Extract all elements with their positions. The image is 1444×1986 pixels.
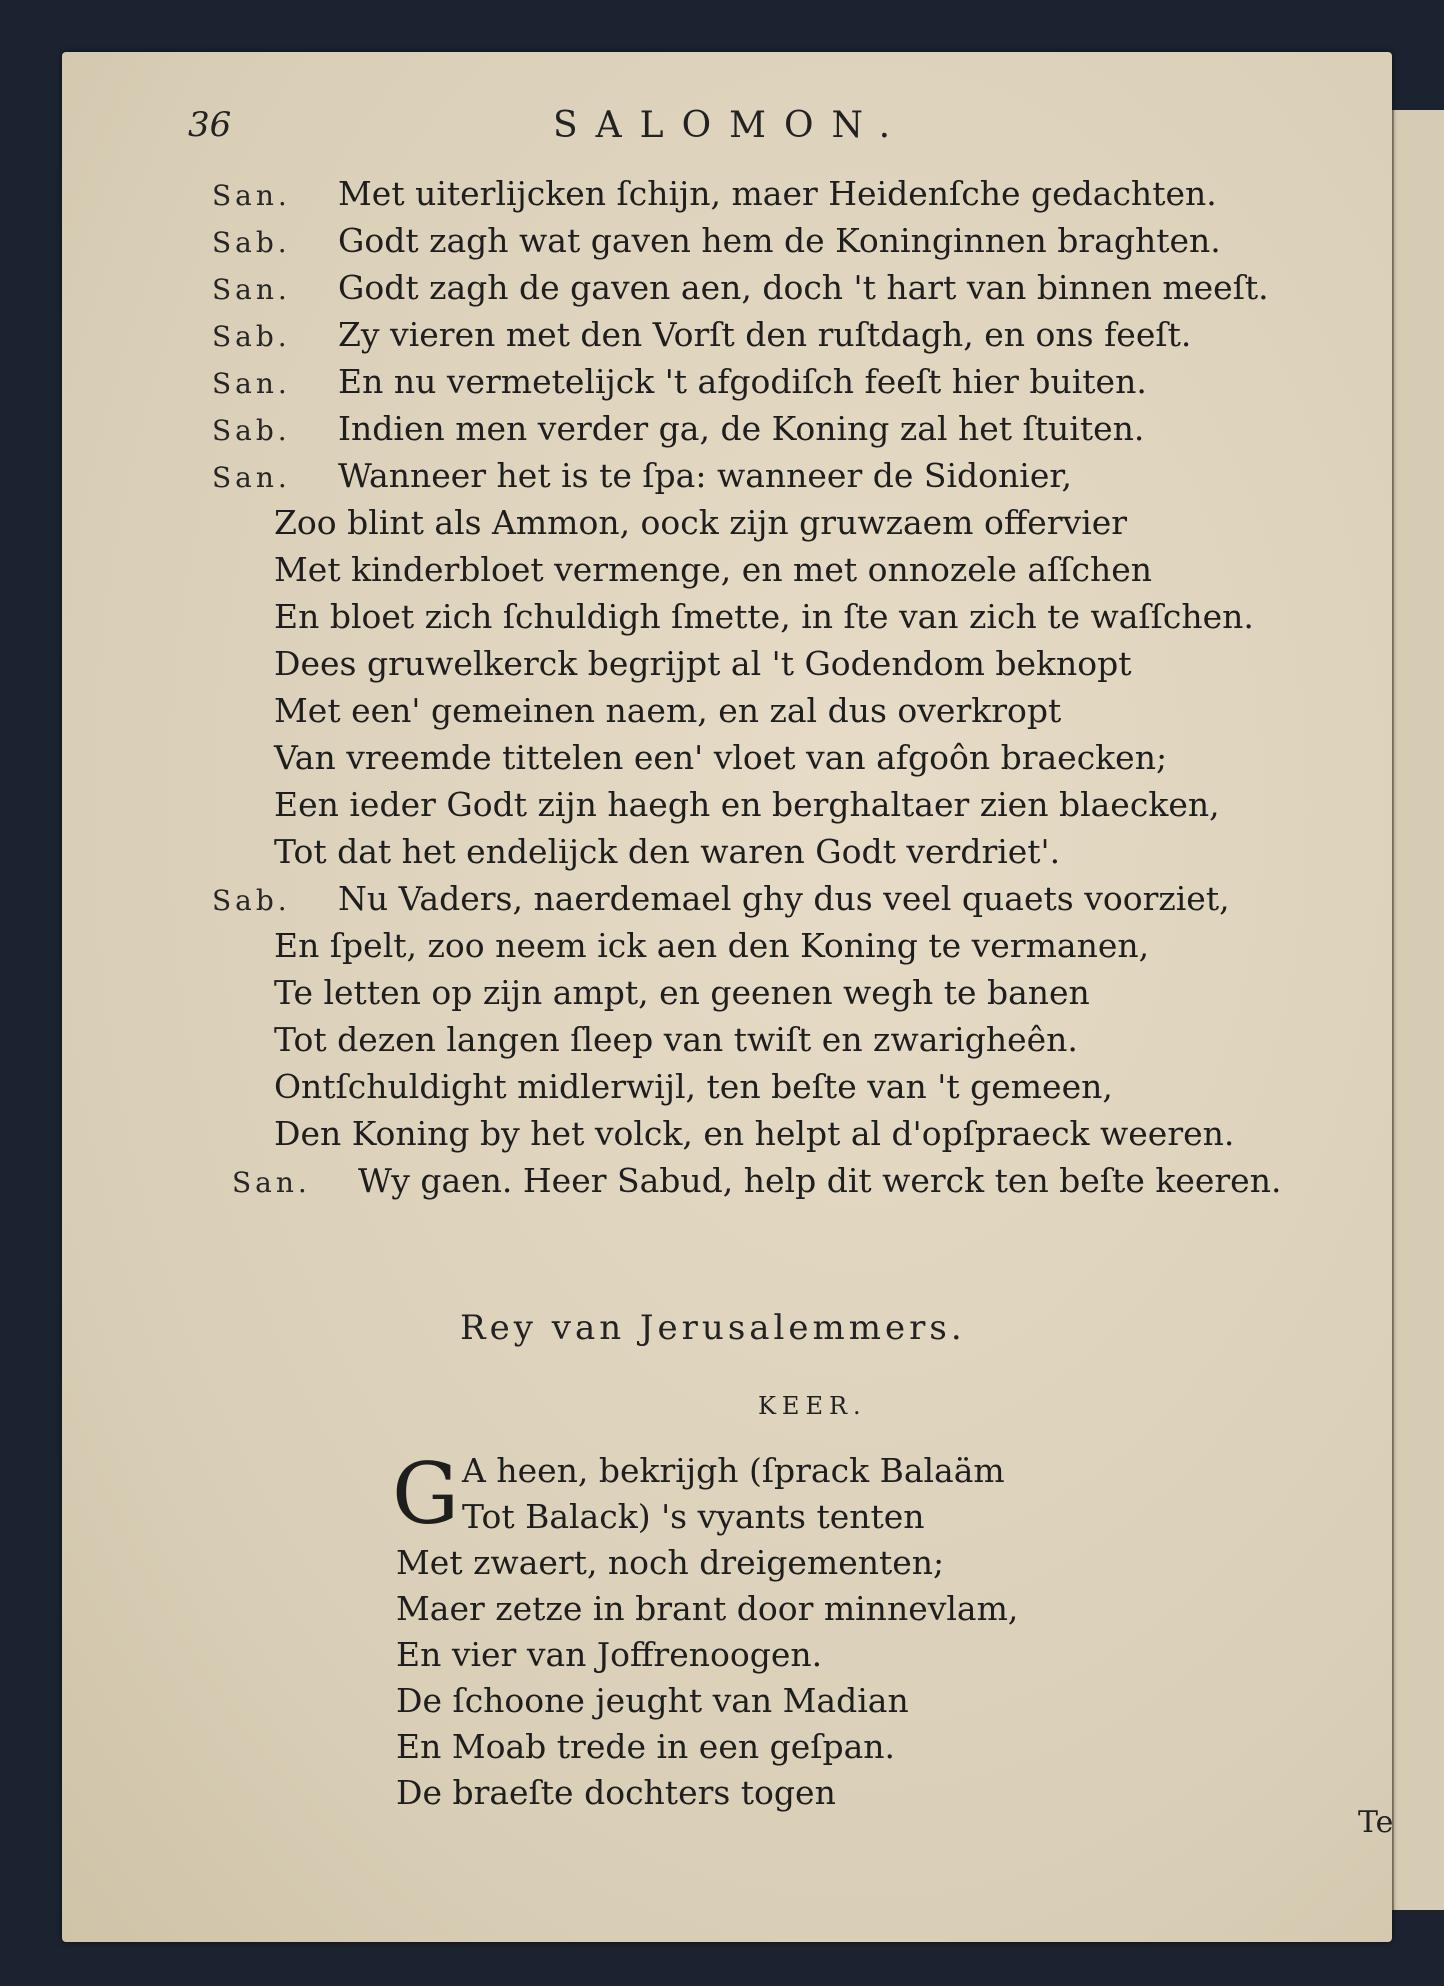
verse-text: Dees gruwelkerck begrijpt al 't Godendom beknopt: [274, 644, 1132, 683]
dialogue-line: [212, 875, 1332, 922]
dialogue-line: [212, 546, 1332, 593]
dialogue-line: [212, 1110, 1332, 1157]
dialogue-line: [212, 499, 1332, 546]
verse-text: Met kinderbloet vermenge, en met onnozele aſſchen: [274, 550, 1152, 589]
speaker-label: Sab.: [212, 884, 291, 917]
dialogue-line: [212, 734, 1332, 781]
speaker-label: San.: [212, 367, 291, 400]
speaker-label: Sab.: [212, 226, 291, 259]
song-line: A heen, bekrijgh (ſprack Balaäm: [462, 1451, 1005, 1490]
dialogue-line: [212, 593, 1332, 640]
song-line: De ſchoone jeught van Madian: [396, 1681, 909, 1720]
speaker-label: Sab.: [212, 320, 291, 353]
song-line: Met zwaert, noch dreigementen;: [396, 1543, 945, 1582]
dialogue-block: [212, 170, 1332, 1204]
speaker-label: San.: [212, 273, 291, 306]
speaker-label: San.: [212, 179, 291, 212]
verse-text: Indien men verder ga, de Koning zal het ſtuiten.: [338, 409, 1145, 448]
dialogue-line: [212, 405, 1332, 452]
song-line: En Moab trede in een geſpan.: [396, 1727, 895, 1766]
dialogue-line: [212, 311, 1332, 358]
speaker-label: San.: [212, 461, 291, 494]
song-stanza: [392, 1445, 1296, 1816]
page-number: 36: [188, 105, 232, 145]
dialogue-line: [212, 922, 1332, 969]
verse-text: Den Koning by het volck, en helpt al d'opſpraeck weeren.: [274, 1114, 1235, 1153]
verse-text: Met uiterlijcken ſchijn, maer Heidenſche gedachten.: [338, 174, 1217, 213]
dialogue-line: [212, 781, 1332, 828]
verse-text: En nu vermetelijck 't afgodiſch feeſt hier buiten.: [338, 362, 1147, 401]
facing-page-edge: [1392, 110, 1444, 1910]
verse-text: Zy vieren met den Vorſt den ruſtdagh, en ons feeſt.: [338, 315, 1192, 354]
verse-text: Tot dat het endelijck den waren Godt verdriet'.: [274, 832, 1061, 871]
song-line: Maer zetze in brant door minnevlam,: [396, 1589, 1019, 1628]
catchword: Te: [1358, 1805, 1394, 1840]
song-line: De braeſte dochters togen: [396, 1773, 836, 1812]
verse-text: Van vreemde tittelen een' vloet van afgoôn braecken;: [274, 738, 1168, 777]
verse-text: Een ieder Godt zijn haegh en berghaltaer zien blaecken,: [274, 785, 1220, 824]
dialogue-line: [212, 1016, 1332, 1063]
page-header: [148, 105, 1398, 165]
verse-text: Tot dezen langen ſleep van twiſt en zwarigheên.: [274, 1020, 1078, 1059]
verse-text: Wy gaen. Heer Sabud, help dit werck ten beſte keeren.: [358, 1161, 1282, 1200]
verse-text: En bloet zich ſchuldigh ſmette, in ſte van zich te waſſchen.: [274, 597, 1254, 636]
dialogue-line: [212, 170, 1332, 217]
dialogue-line: [212, 217, 1332, 264]
dialogue-line: [212, 828, 1332, 875]
verse-text: Ontſchuldight midlerwijl, ten beſte van 't gemeen,: [274, 1067, 1113, 1106]
song-line: En vier van Joffrenoogen.: [396, 1635, 823, 1674]
dialogue-line: [212, 1157, 1332, 1204]
drop-capital: G: [392, 1445, 460, 1543]
stanza-heading: KEER.: [758, 1392, 867, 1420]
song-line: Tot Balack) 's vyants tenten: [462, 1497, 925, 1536]
speaker-label: Sab.: [212, 414, 291, 447]
dialogue-line: [212, 969, 1332, 1016]
verse-text: En ſpelt, zoo neem ick aen den Koning te vermanen,: [274, 926, 1150, 965]
verse-text: Nu Vaders, naerdemael ghy dus veel quaets voorziet,: [338, 879, 1230, 918]
dialogue-line: [212, 264, 1332, 311]
chorus-heading: Rey van Jerusalemmers.: [460, 1308, 966, 1348]
dialogue-line: [212, 687, 1332, 734]
dialogue-line: [212, 358, 1332, 405]
dialogue-line: [212, 640, 1332, 687]
verse-text: Met een' gemeinen naem, en zal dus overkropt: [274, 691, 1062, 730]
verse-text: Te letten op zijn ampt, en geenen wegh te banen: [274, 973, 1090, 1012]
dialogue-line: [212, 452, 1332, 499]
speaker-label: San.: [232, 1166, 311, 1199]
verse-text: Godt zagh wat gaven hem de Koninginnen braghten.: [338, 221, 1221, 260]
running-title: SALOMON.: [553, 105, 909, 146]
verse-text: Godt zagh de gaven aen, doch 't hart van binnen meeſt.: [338, 268, 1269, 307]
verse-text: Zoo blint als Ammon, oock zijn gruwzaem offervier: [274, 503, 1128, 542]
dialogue-line: [212, 1063, 1332, 1110]
verse-text: Wanneer het is te ſpa: wanneer de Sidonier,: [338, 456, 1072, 495]
